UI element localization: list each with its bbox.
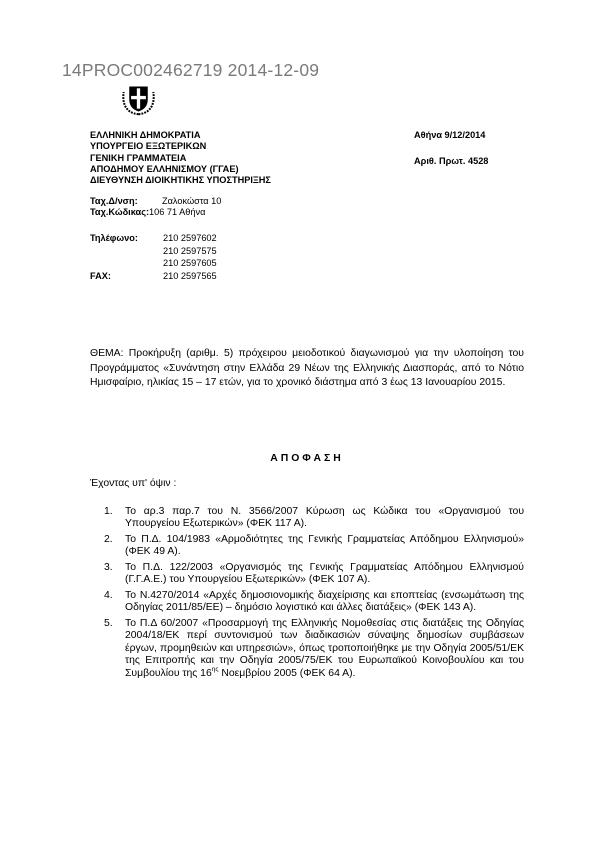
list-item-text: Το Π.Δ. 122/2003 «Οργανισμός της Γενικής Γραμματείας Απόδημου Ελληνισμού (Γ.Γ.Α.Ε.) του Υπουργείου Εξωτερικών» (ΦΕΚ 107 Α). — [125, 562, 524, 586]
list-item-text: Το αρ.3 παρ.7 του Ν. 3566/2007 Κύρωση ως Κώδικα του «Οργανισμού του Υπουργείου Εξωτερικών» (ΦΕΚ 117 Α). — [125, 506, 524, 530]
street-value: Ζαλοκώστα 10 — [162, 196, 222, 206]
fax-label: FAX: — [90, 270, 111, 281]
header-line-ministry: ΥΠΟΥΡΓΕΙΟ ΕΞΩΤΕΡΙΚΩΝ — [90, 141, 207, 152]
list-item — [104, 506, 524, 531]
issuer-header — [90, 130, 530, 186]
list-item — [104, 534, 524, 559]
decision-heading: ΑΠΟΦΑΣΗ — [270, 453, 344, 464]
street-label: Ταχ.Δ/νση: — [90, 196, 138, 206]
street-address — [90, 196, 221, 206]
phone-label: Τηλέφωνο: — [90, 233, 138, 243]
legal-basis-list — [104, 506, 524, 683]
header-line-republic: ΕΛΛΗΝΙΚΗ ΔΗΜΟΚΡΑΤΙΑ — [90, 130, 201, 140]
greek-coat-of-arms-icon — [120, 80, 157, 117]
list-item — [104, 590, 524, 615]
list-item-number: 2. — [104, 534, 113, 545]
subject-paragraph: ΘΕΜΑ: Προκήρυξη (αριθμ. 5) πρόχειρου μειοδοτικού διαγωνισμού για την υλοποίηση του Προγράμματος «Συνάντηση στην Ελλάδα 29 Νέων της Ελληνικής Διασποράς, από το Νότιο Ημισφαίριο, ηλικίας 15 – 17 ετών, για το χρονικό διάστημα από 3 έως 13 Ιανουαρίου 2015. — [90, 348, 524, 389]
place-date: Αθήνα 9/12/2014 — [414, 130, 486, 140]
list-item-text: Το Ν.4270/2014 «Αρχές δημοσιονομικής διαχείρισης και εποπτείας (ενσωμάτωση της Οδηγίας 2011/85/ΕΕ) – δημόσιο λογιστικό και άλλες διατάξεις» (ΦΕΚ 143 Α). — [125, 590, 524, 614]
list-item-number: 5. — [104, 618, 113, 629]
phone-number: 210 2597575 — [163, 245, 217, 256]
phone-number: 210 2597602 — [163, 233, 217, 243]
list-item-number: 3. — [104, 562, 113, 573]
postcode-label: Ταχ.Κώδικας: — [90, 207, 150, 217]
header-line-directorate: ΔΙΕΥΘΥΝΣΗ ΔΙΟΙΚΗΤΙΚΗΣ ΥΠΟΣΤΗΡΙΞΗΣ — [90, 175, 271, 186]
ordinal-suffix: ης — [211, 665, 219, 673]
considering-intro: Έχοντας υπ' όψιν : — [90, 478, 177, 489]
fax-number: 210 2597565 — [163, 270, 217, 281]
list-item-text-end: Νοεμβρίου 2005 (ΦΕΚ 64 Α). — [218, 667, 356, 679]
list-item-number: 1. — [104, 506, 113, 517]
list-item — [104, 618, 524, 680]
list-item-text: Το Π.Δ 60/2007 «Προσαρμογή της Ελληνικής Νομοθεσίας στις διατάξεις της Οδηγίας 2004/18/ΕΚ περί συντονισμού των διαδικασιών σύναψης δημοσίων συμβάσεων έργων, προμηθειών και υπηρεσιών», όπως τροποποιήθηκε με την Οδηγία 2005/51/ΕΚ της Επιτροπής και την Οδηγία 2005/75/ΕΚ του Ευρωπαϊκού Κοινοβουλίου και του Συμβουλίου της 16 — [125, 618, 524, 679]
postcode-value: 106 71 Αθήνα — [149, 207, 206, 217]
phone-number: 210 2597605 — [163, 258, 217, 268]
document-id-stamp: 14PROC002462719 2014-12-09 — [62, 60, 320, 80]
header-line-secretariat: ΓΕΝΙΚΗ ΓΡΑΜΜΑΤΕΙΑ — [90, 152, 187, 163]
list-item — [104, 562, 524, 587]
postal-code — [90, 207, 205, 217]
header-line-diaspora: ΑΠΟΔΗΜΟΥ ΕΛΛΗΝΙΣΜΟΥ (ΓΓΑΕ) — [90, 163, 239, 174]
list-item-text: Το Π.Δ. 104/1983 «Αρμοδιότητες της Γενικής Γραμματείας Απόδημου Ελληνισμού» (ΦΕΚ 49 Α). — [125, 534, 524, 558]
list-item-number: 4. — [104, 590, 113, 601]
protocol-number: Αριθ. Πρωτ. 4528 — [414, 156, 489, 166]
